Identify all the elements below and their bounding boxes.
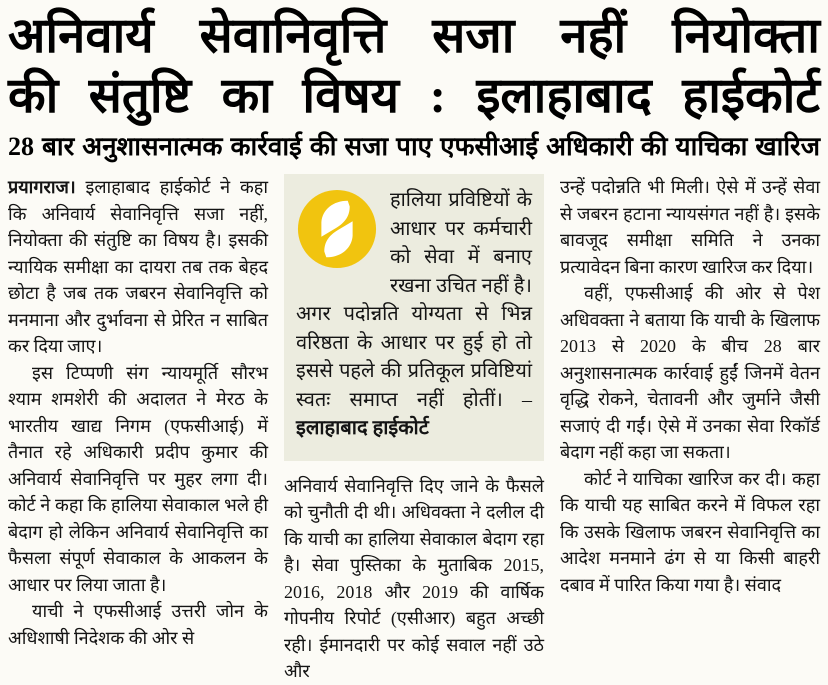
- article-body: [8, 174, 820, 685]
- paragraph: अनिवार्य सेवानिवृत्ति दिए जाने के फैसले को चुनौती दी थी। अधिवक्ता ने दलील दी कि याची का हालिया सेवाकाल बेदाग रहा है। सेवा पुस्तिका के मुताबिक 2015, 2016, 2018 और 2019 की वार्षिक गोपनीय रिपोर्ट (एसीआर) बहुत अच्छी रही। ईमानदारी पर कोई सवाल नहीं उठे और: [284, 475, 544, 681]
- reporter-credit: संवाद: [744, 574, 782, 595]
- pull-quote-box: [284, 174, 544, 461]
- pull-quote-attribution: इलाहाबाद हाईकोर्ट: [296, 417, 429, 439]
- quote-mark-icon: [296, 188, 378, 270]
- headline-line-2: की संतुष्टि का विषय : इलाहाबाद हाईकोर्ट: [8, 68, 820, 123]
- paragraph-text: इलाहाबाद हाईकोर्ट ने कहा कि अनिवार्य सेवानिवृत्ति सजा नहीं, नियोक्ता की संतुष्टि का विषय है। इसकी न्यायिक समीक्षा का दायरा तब तक बेहद छोटा है जब तक जबरन सेवानिवृत्ति को मनमाना और दुर्भावना से प्रेरित न साबित कर दिया जाए।: [8, 177, 268, 356]
- paragraph-text: कोर्ट ने याचिका खारिज कर दी। कहा कि याची यह साबित करने में विफल रहा कि उसके खिलाफ जबरन सेवानिवृत्ति का आदेश मनमाने ढंग से या किसी बाहरी दबाव में पारित किया गया है।: [560, 468, 820, 595]
- pull-quote-text: हालिया प्रविष्टियों के आधार पर कर्मचारी को सेवा में बनाए रखना उचित नहीं है। अगर पदोन्नति योग्यता से भिन्न वरिष्ठता के आधार पर हुई हो तो इससे पहले की प्रतिकूल प्रविष्टियां स्वतः समाप्त नहीं होतीं। –: [296, 189, 532, 411]
- body-column-3: [560, 174, 820, 685]
- headline-line-1: अनिवार्य सेवानिवृत्ति सजा नहीं नियोक्ता: [8, 8, 820, 63]
- body-column-1: [8, 174, 268, 685]
- paragraph: [8, 174, 268, 360]
- paragraph: वहीं, एफसीआई की ओर से पेश अधिवक्ता ने बताया कि याची के खिलाफ 2013 से 2020 के बीच 28 बार अनुशासनात्मक कार्रवाई हुईं जिनमें वेतन वृद्धि रोकने, चेतावनी और जुर्माने जैसी सजाएं दी गईं। ऐसे में उनका सेवा रिकॉर्ड बेदाग नहीं कहा जा सकता।: [560, 283, 820, 462]
- dateline: प्रयागराज।: [8, 177, 76, 197]
- article-headline: [8, 6, 820, 126]
- article-subheadline: 28 बार अनुशासनात्मक कार्रवाई की सजा पाए एफसीआई अधिकारी की याचिका खारिज: [8, 132, 820, 161]
- paragraph: [560, 466, 820, 599]
- paragraph: उन्हें पदोन्नति भी मिली। ऐसे में उन्हें सेवा से जबरन हटाना न्यायसंगत नहीं है। इसके बावजूद समीक्षा समिति ने उनका प्रत्यावेदन बिना कारण खारिज कर दिया।: [560, 177, 820, 277]
- body-column-2: [284, 174, 544, 685]
- paragraph: इस टिप्पणी संग न्यायमूर्ति सौरभ श्याम शमशेरी की अदालत ने मेरठ के भारतीय खाद्य निगम (एफसीआई) में तैनात रहे अधिकारी प्रदीप कुमार की अनिवार्य सेवानिवृत्ति पर मुहर लगा दी। कोर्ट ने कहा कि हालिया सेवाकाल भले ही बेदाग हो लेकिन अनिवार्य सेवानिवृत्ति का फैसला संपूर्ण सेवाकाल के आकलन के आधार पर लिया जाता है।: [8, 362, 268, 595]
- paragraph: याची ने एफसीआई उत्तरी जोन के अधिशाषी निदेशक की ओर से: [8, 601, 268, 648]
